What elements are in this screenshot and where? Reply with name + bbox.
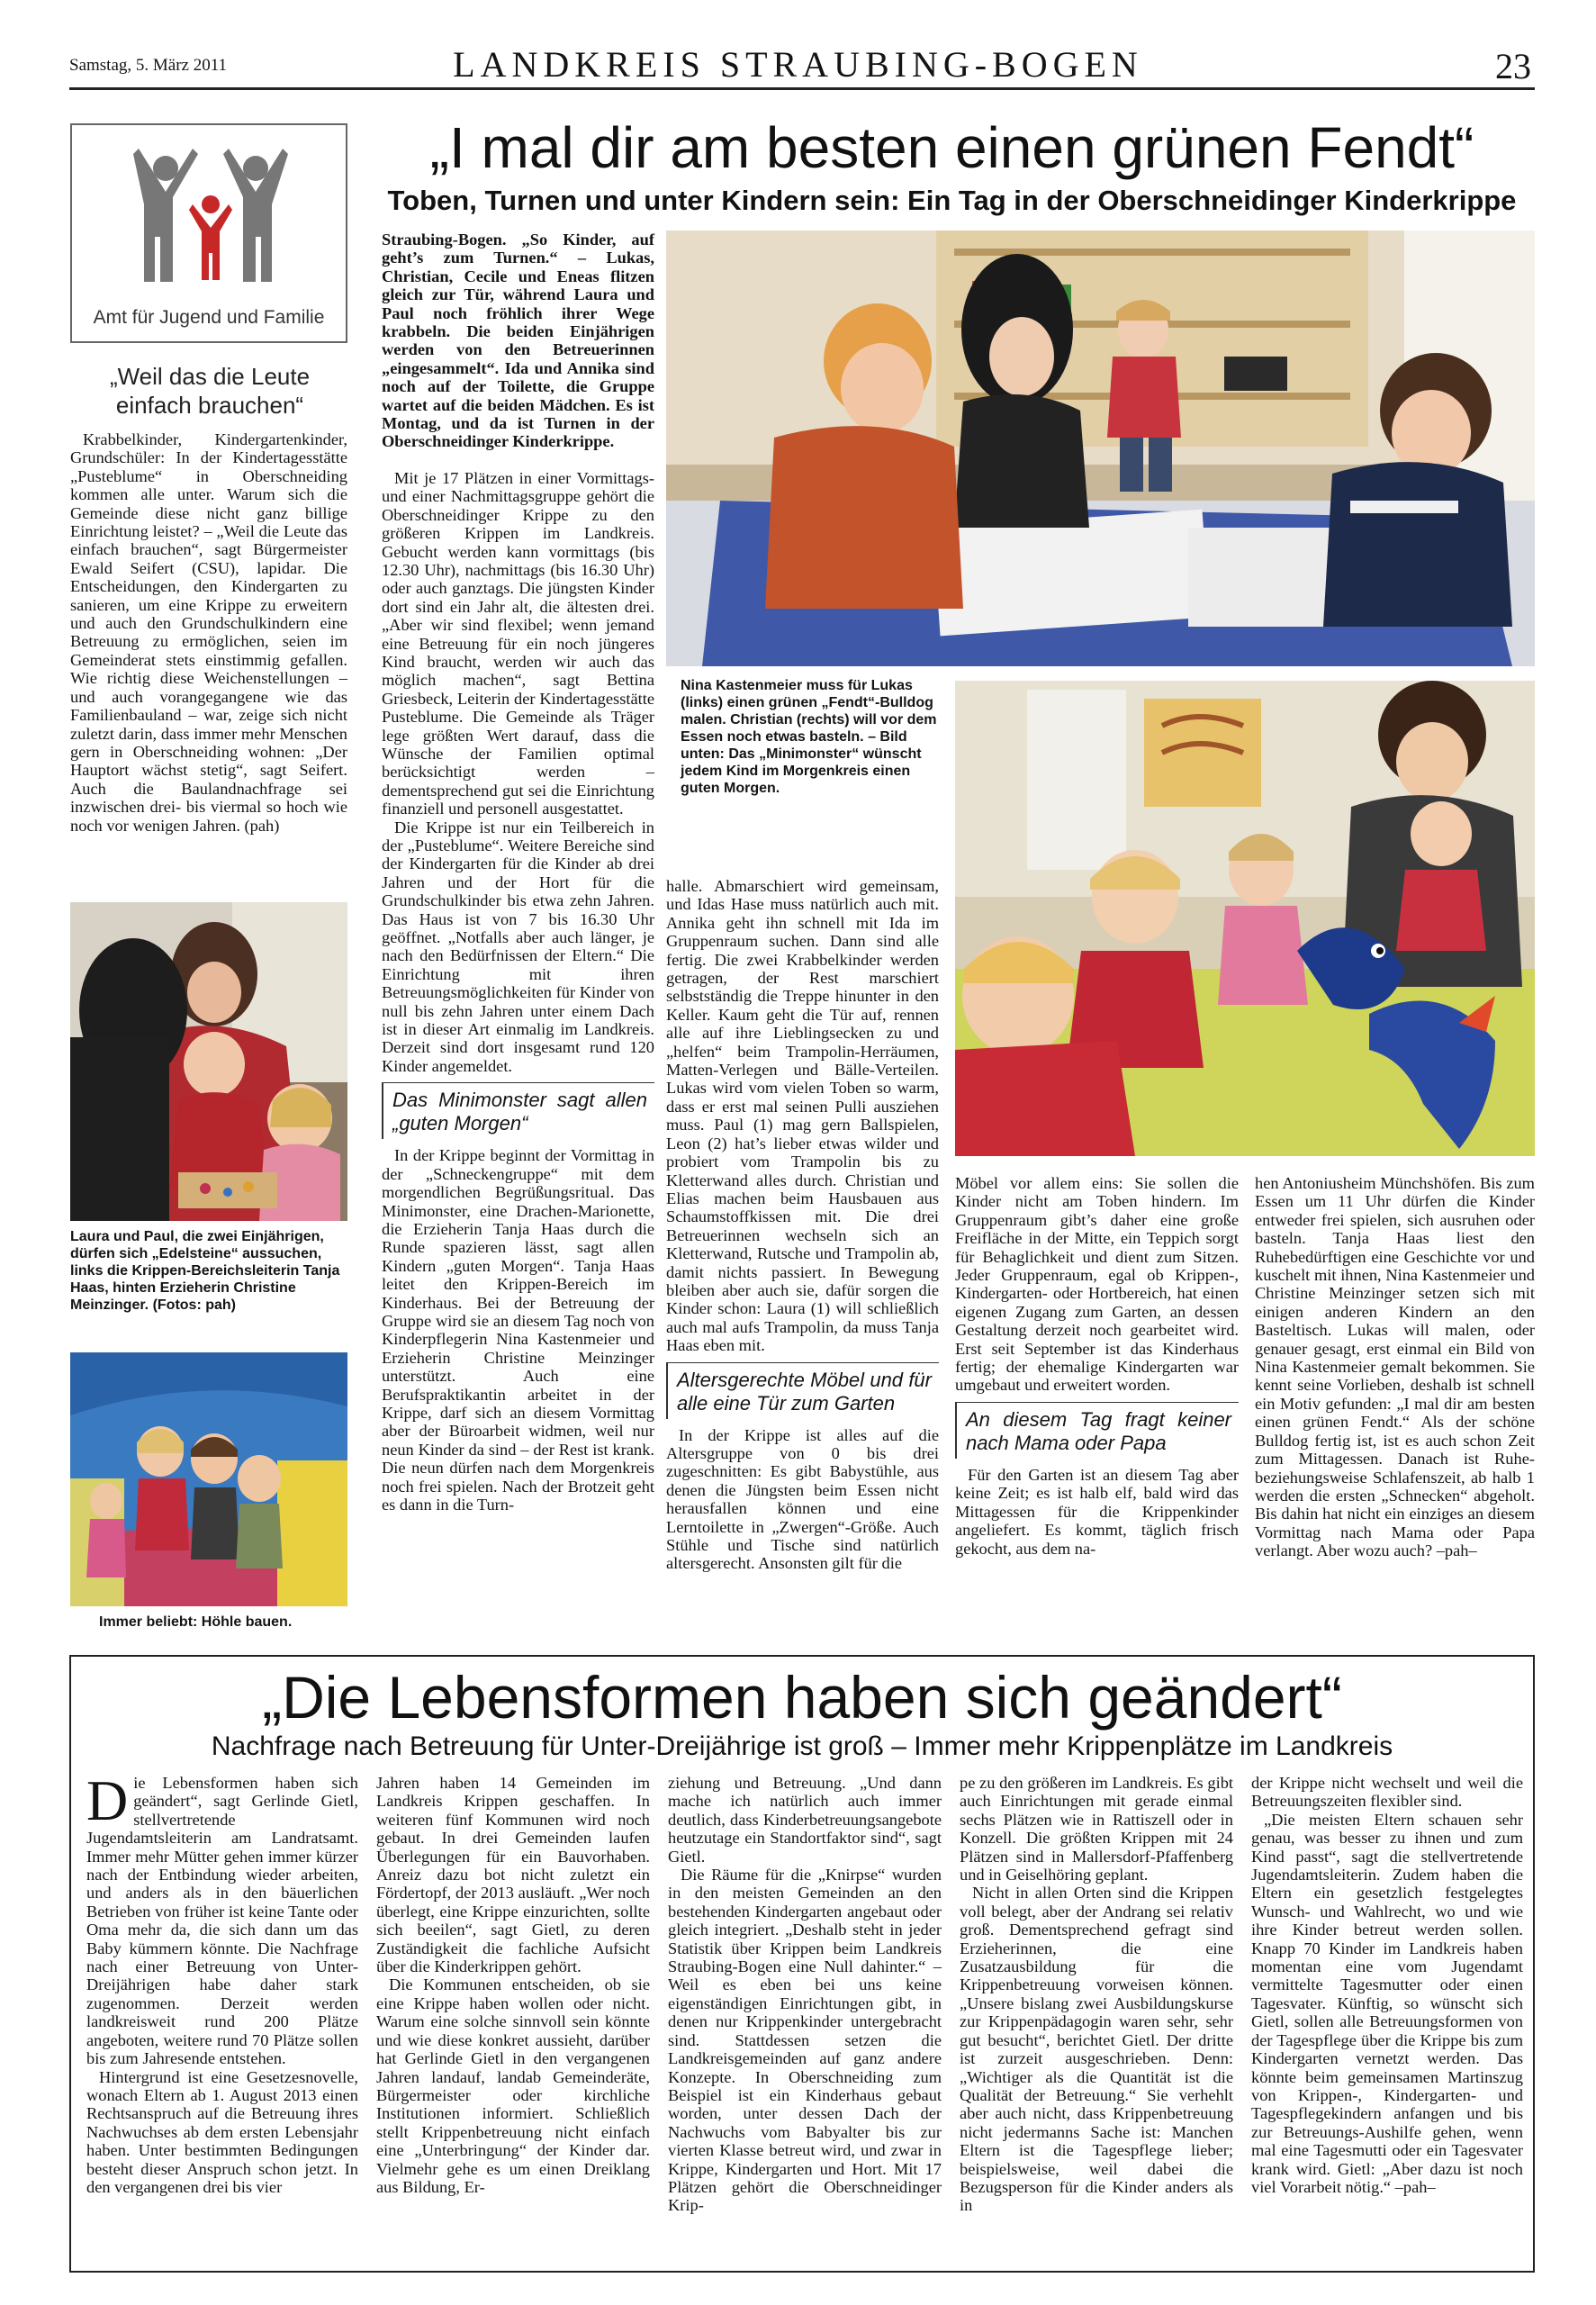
story2-paragraph: Hintergrund ist eine Gesetzesnovelle, wonach Eltern ab 1. August 2013 einen Rechtsanspruch auf die Betreuung ihres Nachwuchses ab dem ersten Lebensjahr haben. Unter bestimmten Bedingungen besteht dieser Anspruch schon jetzt. In den vergangenen drei bis vier bbox=[86, 2067, 358, 2196]
story2-column-4 bbox=[960, 1774, 1233, 2215]
section-title: LANDKREIS STRAUBING-BOGEN bbox=[453, 44, 1143, 85]
sidebar-paragraph: Krabbelkinder, Kindergartenkinder, Grundschüler: In der Kindertagesstätte „Pusteblume“ in Oberschneiding kommen alle unter. Warum sich die Gemeinde diese nicht ganz billige Einrichtung leistet? – „Weil die Leute das einfach brauchen“, sagt Bürgermeister Ewald Seifert (CSU), lapidar. Die Entscheidungen, den Kindergarten zu sanieren, um eine Krippe zu erweitern und auch den Grundschulkindern eine Betreuung zu ermöglichen, seien im Gemeinderat stets einstimmig gefallen. Wie richtig diese Weichenstellungen – und auch vorangegangene wie das Familienbauland – war, zeige sich nicht zuletzt darin, dass immer mehr Menschen gern in Oberschneiding wohnen: „Der Hauptort wächst stetig“, sagt Seifert. Auch die Baulandnachfrage sei inzwischen drei- bis viermal so hoch wie noch vor wenigen Jahren. (pah) bbox=[70, 430, 347, 835]
story1-column-4 bbox=[955, 1174, 1239, 1558]
subheading-mama-papa: An diesem Tag fragt keiner nach Mama oder Papa bbox=[955, 1402, 1239, 1459]
story2-paragraph: pe zu den größeren im Landkreis. Es gibt auch Einrichtungen mit gerade einmal sechs Plätzen wie in Rattiszell oder in Konzell. Die größten Krippen mit 24 Plätzen sind in Mallersdorf-Pfaffenberg und in Geiselhöring geplant. bbox=[960, 1774, 1233, 1885]
story1-paragraph: In der Krippe ist alles auf die Altersgruppe von 0 bis drei zugeschnitten: Es gibt Babystühle, aus denen die Jüngsten beim Essen nicht herausfallen können und eine Lerntoilette in „Zwergen“-Größe. Auch Stühle und Tische sind natürlich altersgerecht. Ansonsten gilt für die bbox=[666, 1425, 939, 1573]
amt-logo-caption: Amt für Jugend und Familie bbox=[93, 307, 325, 328]
story1-paragraph: Mit je 17 Plätzen in einer Vormittags- und einer Nachmittagsgruppe gehört die Oberschneidinger Krippe zu den größeren Krippen im Landkreis. Gebucht werden kann vormittags (bis 12.30 Uhr), nachmittags (bis 16.30 Uhr) oder auch ganztags. Die jüngsten Kinder dort sind ein Jahr alt, die ältesten drei. „Aber wir sind flexibel; wenn jemand eine Betreuung für ein noch jüngeres Kind braucht, werden wir auch das möglich machen“, sagt Bettina Griesbeck, Leiterin der Kindertagesstätte Pusteblume. Die Gemeinde als Träger lege größten Wert darauf, dass die Wünsche der Familien optimal berücksichtigt werden – dementsprechend gut sei die Einrichtung finanziell und personell ausgestattet. bbox=[382, 468, 654, 818]
subheading-moebel: Altersgerechte Möbel und für alle eine Tür zum Garten bbox=[666, 1362, 939, 1419]
story2-column-1 bbox=[86, 1768, 358, 2196]
story2-paragraph: der Krippe nicht wechselt und weil die Betreuungszeiten flexibler sind. bbox=[1251, 1774, 1523, 1811]
story1-lead: Straubing-Bogen. „So Kinder, auf geht’s zum Turnen.“ – Lukas, Christian, Cecile und Eneas flitzen gleich zur Tür, während Laura und Paul noch fröhlich ihrer Wege krabbeln. Die beiden Einjährigen werden von den Betreuerinnen „eingesammelt“. Ida und Annika sind noch auf der Toilette, die Gruppe wartet auf die beiden Mädchen. Es ist Montag, und da ist Turnen in der Oberschneidinger Kinderkrippe. bbox=[382, 230, 654, 451]
photo-edelsteine bbox=[70, 902, 347, 1221]
story2-paragraph: Die Räume für die „Knirpse“ wurden in den meisten Gemeinden an den bestehenden Kindergarten angebaut oder gleich integriert. „Deshalb steht in jeder Statistik über Krippen beim Landkreis Straubing-Bogen eine Null dahinter.“ – Weil es eben bei uns keine eigenständigen Einrichtungen gibt, in denen nur Krippenkinder untergebracht sind. Stattdessen setzen die Landkreisgemeinden auf ganz andere Konzepte. In Oberschneiding zum Beispiel ist ein Kinderhaus gebaut worden, unter dessen Dach der Nachwuchs vom Babyalter bis zur vierten Klasse betreut wird, und zwar in Krippe, Kindergarten und Hort. Mit 17 Plätzen gehört die Oberschneidinger Krip- bbox=[668, 1866, 942, 2215]
story2-column-2 bbox=[376, 1774, 650, 2196]
story1-paragraph: Möbel vor allem eins: Sie sollen die Kinder nicht am Toben hindern. Im Gruppenraum gibt’s daher eine große Freifläche in der Mitte, ein Teppich sorgt für Behaglichkeit und dient zum Sitzen. Jeder Gruppenraum, egal ob Krippen-, Kindergarten- oder Hortbereich, hat einen eigenen Zugang zum Garten, an dessen Gestaltung derzeit noch gearbeitet wird. Erst seit September ist das Kinderhaus fertig; der ehemalige Kindergarten war umgebaut und erweitert worden. bbox=[955, 1174, 1239, 1395]
story2-paragraph: ziehung und Betreuung. „Und dann mache ich natürlich auch immer deutlich, dass Kinderbetreuungsangebote heutzutage ein Standortfaktor sind“, sagt Gietl. bbox=[668, 1774, 942, 1866]
story1-paragraph: halle. Abmarschiert wird gemeinsam, und Idas Hase muss natürlich auch mit. Annika geht ihn schnell mit Ida im Gruppenraum suchen. Dann sind alle fertig. Die zwei Krabbelkinder werden getragen, der Rest marschiert selbstständig die Treppe hinunter in den Keller. Kaum geht die Tür auf, rennen alle auf ihre Lieblingsecken zu und „helfen“ beim Trampolin-Herräumen, Matten-Verlegen und Bälle-Verteilen. Lukas wird vom vielen Toben so warm, dass er erst mal seinen Pulli ausziehen muss. Paul (1) mag gern Ballspielen, Leon (2) hat’s lieber etwas wilder und probiert vom Trampolin bis zu Kletterwand alles durch. Christian und Elias machen beim Hausbauen aus Schaumstoffkissen mit. Die drei Betreuerinnen wechseln sich an Kletterwand, Rutsche und Trampolin ab, damit nichts passiert. In Bewegung bleiben aber auch sie, dafür sorgen die Kinder schon: Laura (1) will schließlich auch mal aufs Trampolin, da muss Tanja Haas eben mit. bbox=[666, 877, 939, 1355]
photo-hoehle bbox=[70, 1352, 347, 1606]
caption-edelsteine: Laura und Paul, die zwei Einjährigen, dürfen sich „Edelsteine“ aussuchen, links die Krippen-Bereichsleiterin Tanja Haas, hinten Erzieherin Christine Meinzinger. (Fotos: pah) bbox=[70, 1229, 340, 1313]
story1-paragraph: Die Krippe ist nur ein Teilbereich in der „Pusteblume“. Weitere Bereiche sind der Kindergarten für die Kinder ab drei Jahren und der Hort für die Grundschulkinder bis etwa zehn Jahren. Das Haus ist von 7 bis 16.30 Uhr geöffnet. „Notfalls aber auch länger, je nach den Bedürfnissen der Eltern.“ Die Einrichtung mit ihren Betreuungsmöglichkeiten für Kinder von null bis zehn Jahren unter einem Dach ist in dieser Art einmalig im Landkreis. Derzeit sind dort insgesamt rund 120 Kinder angemeldet. bbox=[382, 818, 654, 1075]
photo-basteltisch bbox=[666, 230, 1535, 666]
story2-paragraph: ie Lebensformen haben sich geändert“, sagt Gerlinde Gietl, stellvertretende Jugendamtsleiterin am Landratsamt. Immer mehr Mütter gehen immer kürzer nach der Entbindung wieder arbeiten, und anders als in den bäuerlichen Betrieben von früher ist keine Tante oder Oma mehr da, die sich dann um das Baby kümmern könnte. Die Nachfrage nach einer Betreuung von Unter-Dreijährigen habe daher stark zugenommen. Derzeit werden landkreisweit rund 200 Plätze angeboten, weitere rund 70 Plätze sollen bis zum Jahresende entstehen. bbox=[86, 1774, 358, 2068]
amt-logo-box bbox=[70, 123, 347, 343]
story1-paragraph: hen Antoniusheim Münchshöfen. Bis zum Essen um 11 Uhr dürfen die Kinder entweder frei spielen, sich ausruhen oder basteln. Tanja Haas liest den Ruhebedürftigen eine Geschichte vor und kuschelt mit ihnen, Nina Kastenmeier und Christine Meinzinger setzen sich mit einigen anderen Kindern an den Basteltisch. Lukas will malen, oder genauer gesagt, erst einmal ein Bild von Nina Kastenmeier gemalt bekommen. Sie kennt seine Vorlieben, deshalb ist schnell ein Motiv gefunden: „I mal dir am besten einen grünen Fendt.“ Als der schöne Bulldog fertig ist, ist es auch schon Zeit zum Mittagessen. Danach ist Ruhe- beziehungsweise Schlafenszeit, ab halb 1 werden die ersten „Schnecken“ abgeholt. Bis dahin hat nicht ein einziges an diesem Vormittag nach Mama oder Papa verlangt. Aber wozu auch? –pah– bbox=[1255, 1174, 1535, 1560]
subheading-minimonster: Das Minimonster sagt allen „guten Morgen“ bbox=[382, 1082, 654, 1139]
caption-main: Nina Kastenmeier muss für Lukas (links) einen grünen „Fendt“-Bulldog malen. Christian (rechts) will vor dem Essen noch etwas basteln. – Bild unten: Das „Minimonster“ wünscht jedem Kind im Morgenkreis einen guten Morgen. bbox=[681, 678, 937, 796]
story2-paragraph: Nicht in allen Orten sind die Krippen voll belegt, aber der Andrang sei relativ groß. Dementsprechend gefragt sind Erzieherinnen, die eine Zusatzausbildung für die Krippenbetreuung vorweisen können. „Unsere bislang zwei Ausbildungskurse zur Krippenpädagogin waren sehr, sehr gut besucht“, berichtet Gietl. Der dritte ist zurzeit ausgeschrieben. Denn: „Wichtiger als die Quantität ist die Qualität der Betreuung.“ Sie verhehlt aber auch nicht, dass Krippenbetreuung nicht jedermanns Sache ist: Manchen Eltern ist die Tagespflege lieber; beispielsweise, weil dabei die Bezugsperson für die Kinder anders als in bbox=[960, 1884, 1233, 2215]
story1-headline: „I mal dir am besten einen grünen Fendt“ bbox=[429, 115, 1474, 180]
story2-headline: „Die Lebensformen haben sich geändert“ bbox=[262, 1664, 1342, 1731]
sidebar-quote-title: „Weil das die Leute einfach brauchen“ bbox=[109, 363, 311, 419]
story2-column-3 bbox=[668, 1774, 942, 2215]
photo-morgenkreis bbox=[955, 681, 1535, 1156]
story1-paragraph: Für den Garten ist an diesem Tag aber keine Zeit; es ist halb elf, bald wird das Mittagessen für die Krippenkinder angeliefert. Es kommt, täglich frisch gekocht, aus dem na- bbox=[955, 1465, 1239, 1558]
story1-column-3 bbox=[666, 877, 939, 1573]
story2-subhead: Nachfrage nach Betreuung für Unter-Dreijährige ist groß – Immer mehr Krippenplätze im Landkreis bbox=[211, 1731, 1393, 1761]
caption-hoehle: Immer beliebt: Höhle bauen. bbox=[99, 1614, 293, 1630]
page-number: 23 bbox=[1495, 46, 1531, 86]
story1-column-2 bbox=[382, 230, 654, 1514]
story1-paragraph: In der Krippe beginnt der Vormittag in der „Schneckengruppe“ mit dem morgendlichen Begrüßungsritual. Das Minimonster, eine Drachen-Marionette, die Erzieherin Tanja Haas durch die Runde spazieren lässt, sagt allen Kindern „guten Morgen“. Tanja Haas leitet den Krippen-Bereich im Kinderhaus. Bei der Betreuung der Gruppe wird sie an diesem Tag noch von Kinderpflegerin Nina Kastenmeier und Erzieherin Christine Meinzinger unterstützt. Auch eine Berufspraktikantin arbeitet in der Krippe, darf sich an diesem Vormittag aber der Büroarbeit widmen, weil nur neun Kinder da sind – der Rest ist krank. Die neun dürfen nach dem Morgenkreis noch frei spielen. Nach der Brotzeit geht es dann in die Turn- bbox=[382, 1146, 654, 1514]
dropcap: D bbox=[86, 1768, 129, 1832]
family-logo-icon bbox=[130, 138, 292, 291]
sidebar-text bbox=[70, 430, 347, 835]
story1-column-5 bbox=[1255, 1174, 1535, 1560]
story2-paragraph: Die Kommunen entscheiden, ob sie eine Krippe haben wollen oder nicht. Warum eine solche sinnvoll sein könnte und wie diese konkret aussieht, darüber hat Gerlinde Gietl in den vergangenen Jahren landauf, landab Gemeinderäte, Bürgermeister oder kirchliche Institutionen informiert. Schließlich stellt Krippenbetreuung nicht einfach eine „Unterbringung“ der Kinder dar. Vielmehr gehe es um einen Dreiklang aus Bildung, Er- bbox=[376, 1975, 650, 2196]
story2-column-5 bbox=[1251, 1774, 1523, 2196]
story1-subhead: Toben, Turnen und unter Kindern sein: Ein Tag in der Oberschneidinger Kinderkrippe bbox=[387, 185, 1517, 216]
issue-date: Samstag, 5. März 2011 bbox=[69, 56, 228, 75]
header-rule bbox=[69, 87, 1535, 90]
story2-paragraph: „Die meisten Eltern schauen sehr genau, was besser zu ihnen und zum Kind passt“, sagt die stellvertretende Jugendamtsleiterin. Zudem haben die Eltern ein gesetzlich festgelegtes Wunsch- und Wahlrecht, wo und wie ihre Kinder betreut werden sollen. Knapp 70 Kinder im Landkreis haben momentan eine vom Jugendamt vermittelte Tagesmutter oder einen Tagesvater. Künftig, so wünscht sich Gietl, sollen alle Betreuungsformen von der Tagespflege über die Krippe bis zum Kindergarten vernetzt werden. Das könnte beim gemeinsamen Martinszug von Krippen-, Kindergarten- und Tagespflegekindern anfangen und bis zur Betreuungs-Aushilfe gehen, wenn mal eine Tagesmutti oder ein Tagesvater krank wird. Gietl: „Aber dazu ist noch viel Vorarbeit nötig.“ –pah– bbox=[1251, 1810, 1523, 2196]
story2-paragraph: Jahren haben 14 Gemeinden im Landkreis Krippen geschaffen. In weiteren fünf Kommunen wird noch gebaut. In drei Gemeinden laufen Überlegungen für ein Bauvorhaben. Anreiz dazu bot nicht zuletzt ein Fördertopf, der 2013 ausläuft. „Wer noch überlegt, eine Krippe einzurichten, sollte sich beeilen“, sagt Gietl, zu deren Zuständigkeit die fachliche Aufsicht über die Kinderkrippen gehört. bbox=[376, 1774, 650, 1976]
